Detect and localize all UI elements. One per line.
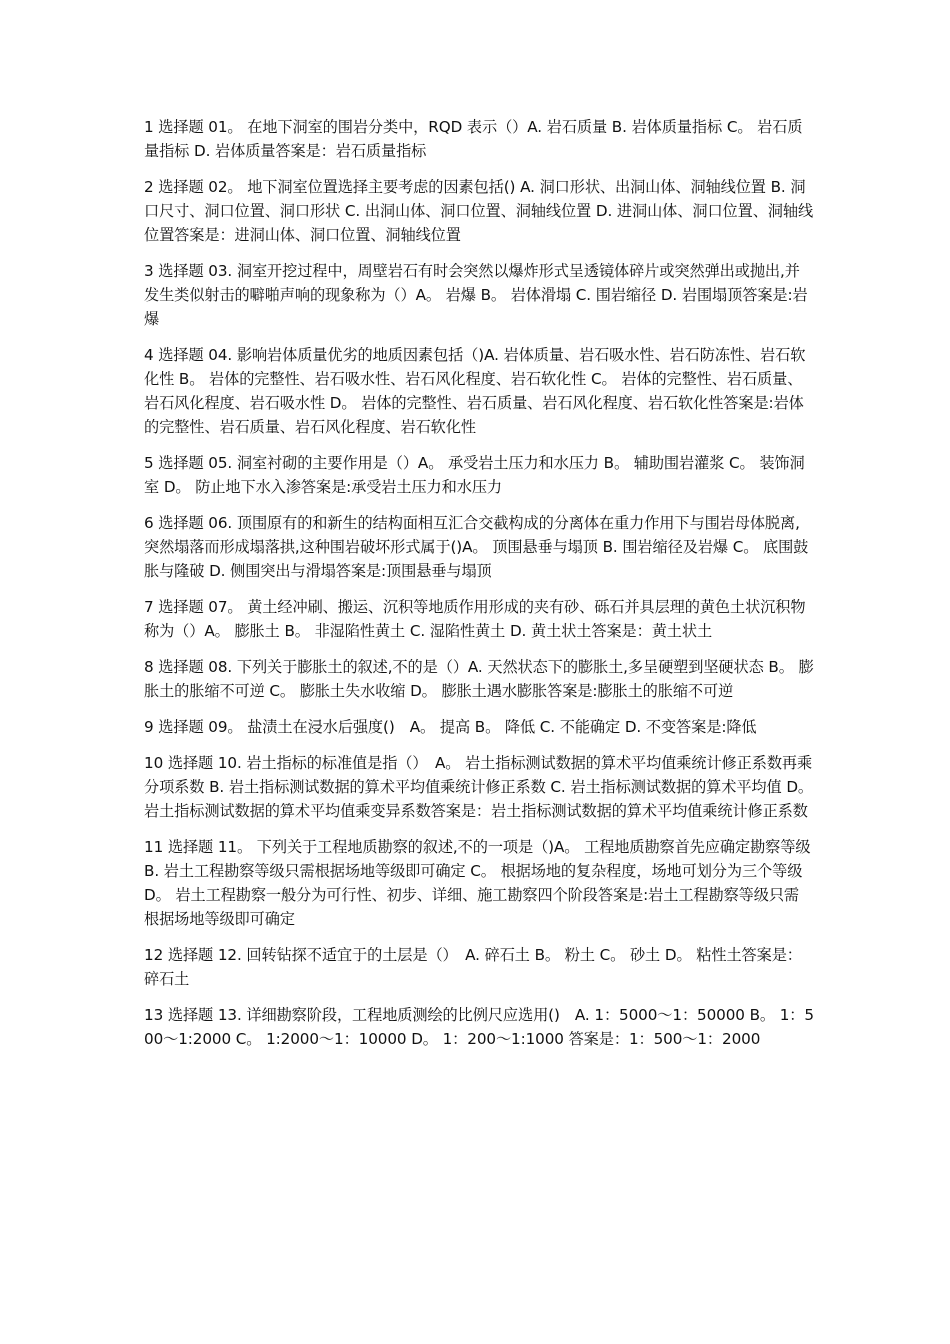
document-page: [144, 115, 814, 1063]
question-paragraph-6: 6 选择题 06. 顶围原有的和新生的结构面相互汇合交截构成的分离体在重力作用下与围岩母体脱离,突然塌落而形成塌落拱,这种围岩破坏形式属于()A。 顶围悬垂与塌顶 B. 围岩缩径及岩爆 C。 底围鼓胀与隆破 D. 侧围突出与滑塌答案是:顶围悬垂与塌顶: [144, 514, 809, 580]
question-paragraph-12: 12 选择题 12. 回转钻探不适宜于的土层是（） A. 碎石土 B。 粉土 C。 砂土 D。 粘性土答案是：碎石土: [144, 946, 802, 988]
question-paragraph-11: 11 选择题 11。 下列关于工程地质勘察的叙述,不的一项是（)A。 工程地质勘察首先应确定勘察等级 B. 岩土工程勘察等级只需根据场地等级即可确定 C。 根据场地的复杂程度，场地可划分为三个等级 D。 岩土工程勘察一般分为可行性、初步、详细、施工勘察四个阶段答案是:岩土工程勘察等级只需根据场地等级即可确定: [144, 838, 811, 928]
question-paragraph-3: 3 选择题 03. 洞室开挖过程中，周壁岩石有时会突然以爆炸形式呈透镜体碎片或突然弹出或抛出,并发生类似射击的噼啪声响的现象称为（）A。 岩爆 B。 岩体滑塌 C. 围岩缩径 D. 岩围塌顶答案是:岩爆: [144, 262, 808, 328]
question-paragraph-10: 10 选择题 10. 岩土指标的标准值是指（） A。 岩土指标测试数据的算术平均值乘统计修正系数再乘分项系数 B. 岩土指标测试数据的算术平均值乘统计修正系数 C. 岩土指标测试数据的算术平均值 D。 岩土指标测试数据的算术平均值乘变异系数答案是：岩土指标测试数据的算术平均值乘统计修正系数: [144, 754, 814, 820]
question-paragraph-4: 4 选择题 04. 影响岩体质量优劣的地质因素包括（)A. 岩体质量、岩石吸水性、岩石防冻性、岩石软化性 B。 岩体的完整性、岩石吸水性、岩石风化程度、岩石软化性 C。 岩体的完整性、岩石质量、岩石风化程度、岩石吸水性 D。 岩体的完整性、岩石质量、岩石风化程度、岩石软化性答案是:岩体的完整性、岩石质量、岩石风化程度、岩石软化性: [144, 346, 806, 436]
question-paragraph-7: 7 选择题 07。 黄土经冲刷、搬运、沉积等地质作用形成的夹有砂、砾石并具层理的黄色土状沉积物称为（）A。 膨胀土 B。 非湿陷性黄土 C. 湿陷性黄土 D. 黄土状土答案是：黄土状土: [144, 598, 806, 640]
question-paragraph-8: 8 选择题 08. 下列关于膨胀土的叙述,不的是（）A. 天然状态下的膨胀土,多呈硬塑到坚硬状态 B。 膨胀土的胀缩不可逆 C。 膨胀土失水收缩 D。 膨胀土遇水膨胀答案是:膨胀土的胀缩不可逆: [144, 658, 814, 700]
question-paragraph-9: 9 选择题 09。 盐渍土在浸水后强度() A。 提高 B。 降低 C. 不能确定 D. 不变答案是:降低: [144, 718, 757, 736]
question-paragraph-13: 13 选择题 13. 详细勘察阶段，工程地质测绘的比例尺应选用() A. 1：5000～1：50000 B。 1：500～1:2000 C。 1:2000～1：10000 D。 1：200～1:1000 答案是：1：500～1：2000: [144, 1006, 814, 1048]
question-paragraph-1: 1 选择题 01。 在地下洞室的围岩分类中，RQD 表示（）A. 岩石质量 B. 岩体质量指标 C。 岩石质量指标 D. 岩体质量答案是：岩石质量指标: [144, 118, 803, 160]
question-paragraph-5: 5 选择题 05. 洞室衬砌的主要作用是（）A。 承受岩土压力和水压力 B。 辅助围岩灌浆 C。 装饰洞室 D。 防止地下水入渗答案是:承受岩土压力和水压力: [144, 454, 805, 496]
question-paragraph-2: 2 选择题 02。 地下洞室位置选择主要考虑的因素包括() A. 洞口形状、出洞山体、洞轴线位置 B. 洞口尺寸、洞口位置、洞口形状 C. 出洞山体、洞口位置、洞轴线位置 D. 进洞山体、洞口位置、洞轴线位置答案是：进洞山体、洞口位置、洞轴线位置: [144, 178, 814, 244]
